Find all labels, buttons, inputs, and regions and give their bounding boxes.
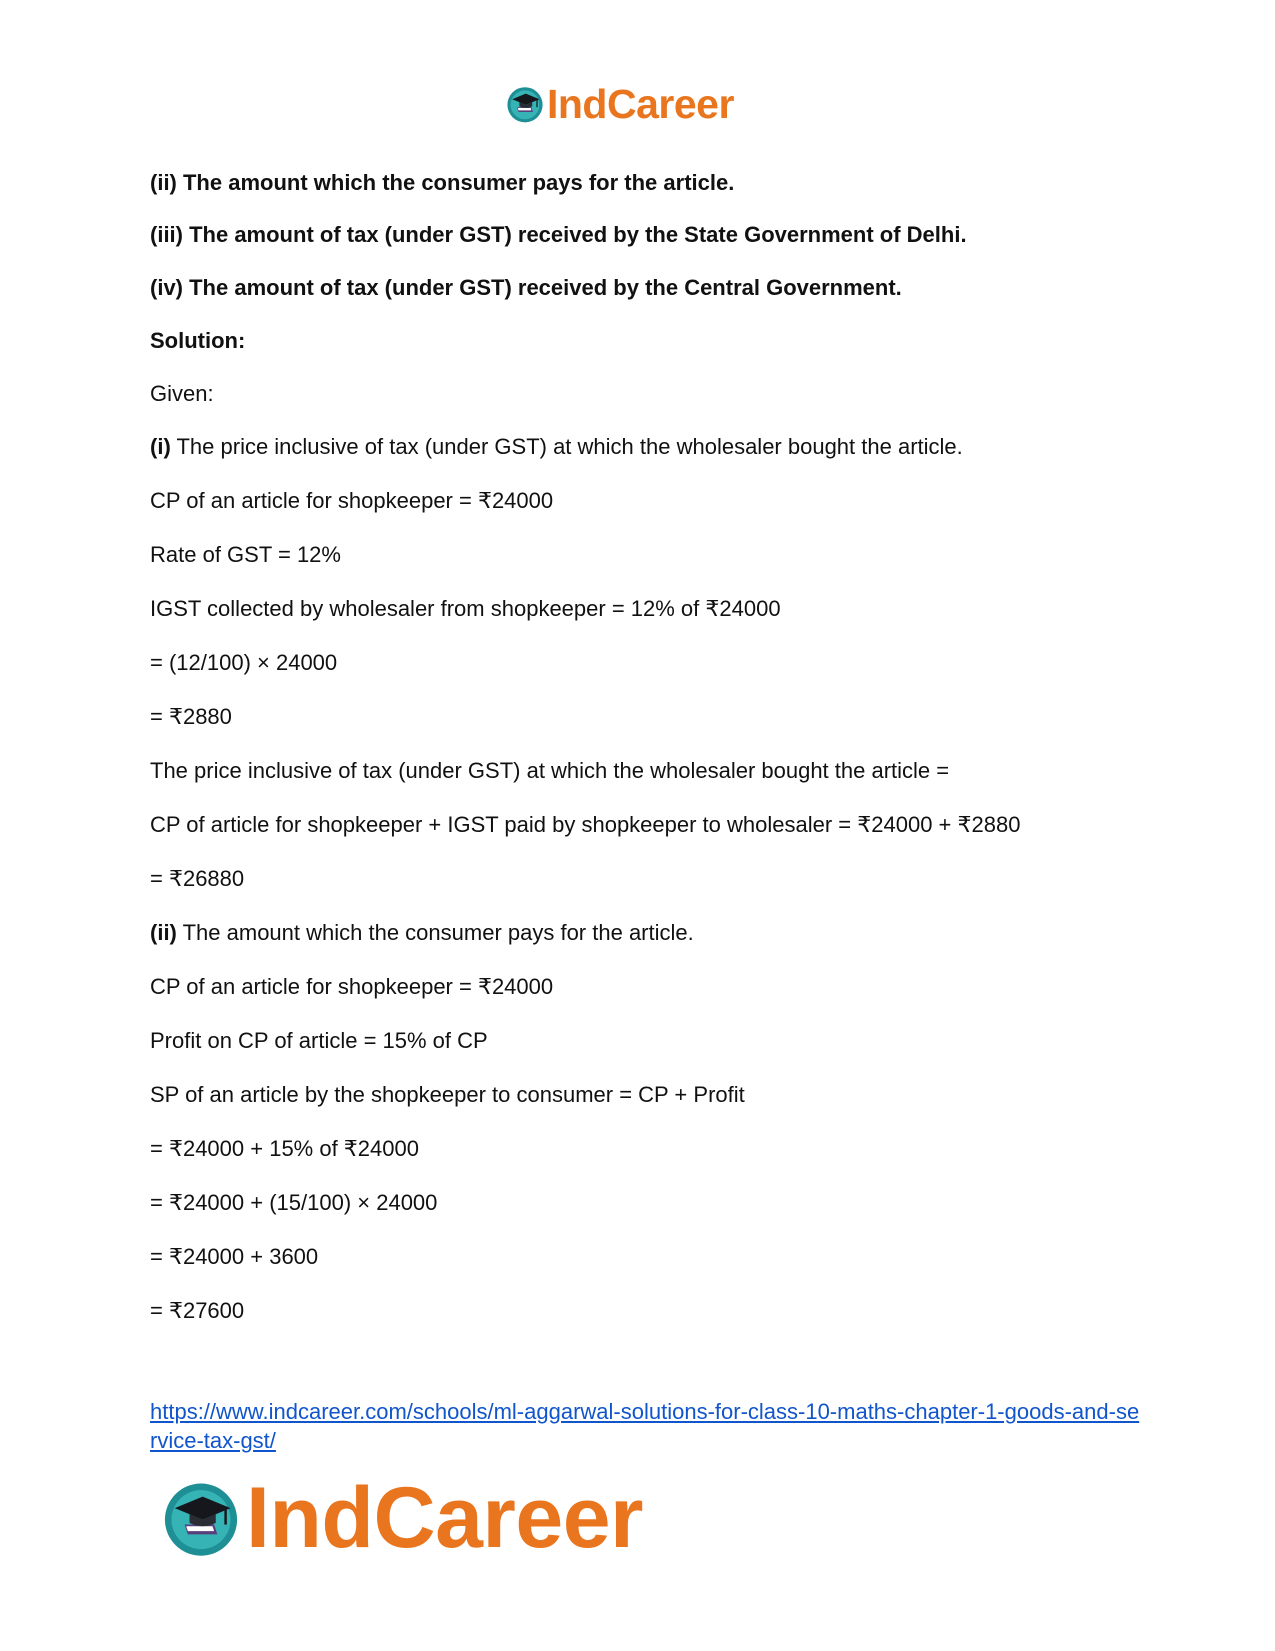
solution-line: = ₹27600 [150, 1298, 245, 1323]
logo-text: IndCareer [246, 1470, 643, 1566]
solution-line: = ₹26880 [150, 866, 245, 891]
source-link[interactable]: https://www.indcareer.com/schools/ml-aggarwal-solutions-for-class-10-maths-chapter-1-goods-and-service-tax-gst/ [150, 1399, 1140, 1453]
part-ii-title: The amount which the consumer pays for the article. [176, 920, 694, 945]
solution-line: Profit on CP of article = 15% of CP [150, 1028, 488, 1053]
solution-line: CP of an article for shopkeeper = ₹24000 [150, 488, 554, 513]
solution-line: = (12/100) × 24000 [150, 650, 338, 675]
part-i-heading [150, 434, 963, 460]
solution-line: SP of an article by the shopkeeper to consumer = CP + Profit [150, 1082, 745, 1107]
solution-line: CP of an article for shopkeeper = ₹24000 [150, 974, 554, 999]
given-label: Given: [150, 381, 214, 406]
question-ii: (ii) The amount which the consumer pays for the article. [150, 170, 735, 195]
part-i-title: The price inclusive of tax (under GST) at which the wholesaler bought the article. [170, 434, 963, 459]
solution-line: Rate of GST = 12% [150, 542, 341, 567]
graduation-cap-logo-icon [505, 84, 545, 124]
question-iv: (iv) The amount of tax (under GST) received by the Central Government. [150, 275, 902, 300]
part-ii-marker: (ii) [150, 920, 177, 945]
logo-text: IndCareer [547, 80, 734, 127]
footer-logo [160, 1468, 643, 1568]
part-ii-heading [150, 920, 694, 946]
solution-line: CP of article for shopkeeper + IGST paid by shopkeeper to wholesaler = ₹24000 + ₹2880 [150, 812, 1021, 837]
solution-line: IGST collected by wholesaler from shopkeeper = 12% of ₹24000 [150, 596, 781, 621]
solution-heading: Solution: [150, 328, 246, 353]
question-iii: (iii) The amount of tax (under GST) received by the State Government of Delhi. [150, 222, 967, 247]
graduation-cap-logo-icon [160, 1477, 242, 1559]
solution-line: The price inclusive of tax (under GST) at which the wholesaler bought the article = [150, 758, 950, 783]
solution-line: = ₹24000 + 3600 [150, 1244, 319, 1269]
solution-line: = ₹24000 + (15/100) × 24000 [150, 1190, 438, 1215]
solution-line: = ₹24000 + 15% of ₹24000 [150, 1136, 419, 1161]
part-i-marker: (i) [150, 434, 171, 459]
solution-line: = ₹2880 [150, 704, 232, 729]
header-logo [505, 78, 734, 130]
